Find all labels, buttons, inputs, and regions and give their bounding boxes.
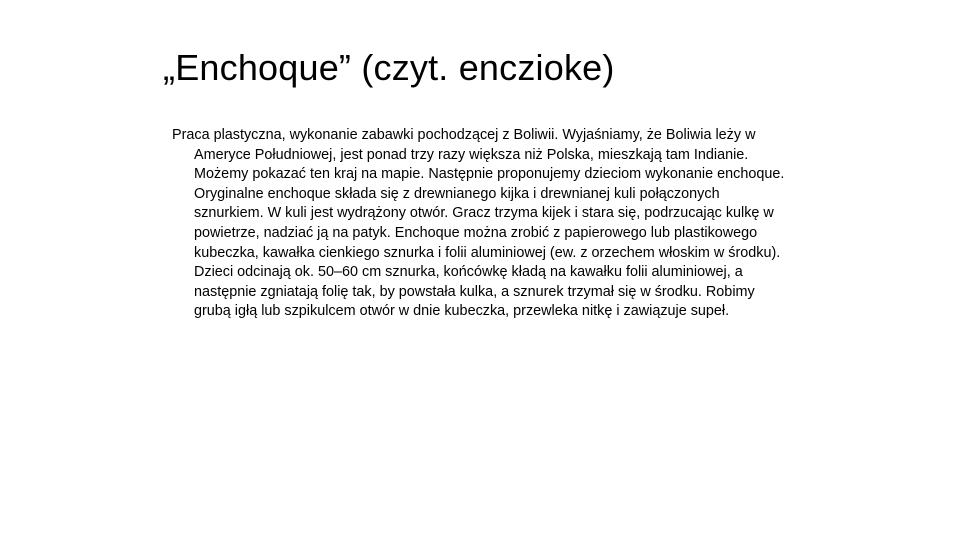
slide-body [172, 126, 792, 322]
body-paragraph: Praca plastyczna, wykonanie zabawki pochodzącej z Boliwii. Wyjaśniamy, że Boliwia leży w Ameryce Południowej, jest ponad trzy razy większa niż Polska, mieszkają tam Indianie. Możemy pokazać ten kraj na mapie. Następnie proponujemy dzieciom wykonanie enchoque. Oryginalne enchoque składa się z drewnianego kijka i drewnianej kuli połączonych sznurkiem. W kuli jest wydrążony otwór. Gracz trzyma kijek i stara się, podrzucając kulkę w powietrze, nadziać ją na patyk. Enchoque można zrobić z papierowego lub plastikowego kubeczka, kawałka cienkiego sznurka i folii aluminiowej (ew. z orzechem włoskim w środku). Dzieci odcinają ok. 50–60 cm sznurka, końcówkę kładą na kawałku folii aluminiowej, a następnie zgniatają folię tak, by powstała kulka, a sznurek trzymał się w środku. Robimy grubą igłą lub szpikulcem otwór w dnie kubeczka, przewleka nitkę i zawiązuje supeł. [172, 127, 785, 320]
slide-title: „Enchoque” (czyt. enczioke) [163, 47, 615, 88]
